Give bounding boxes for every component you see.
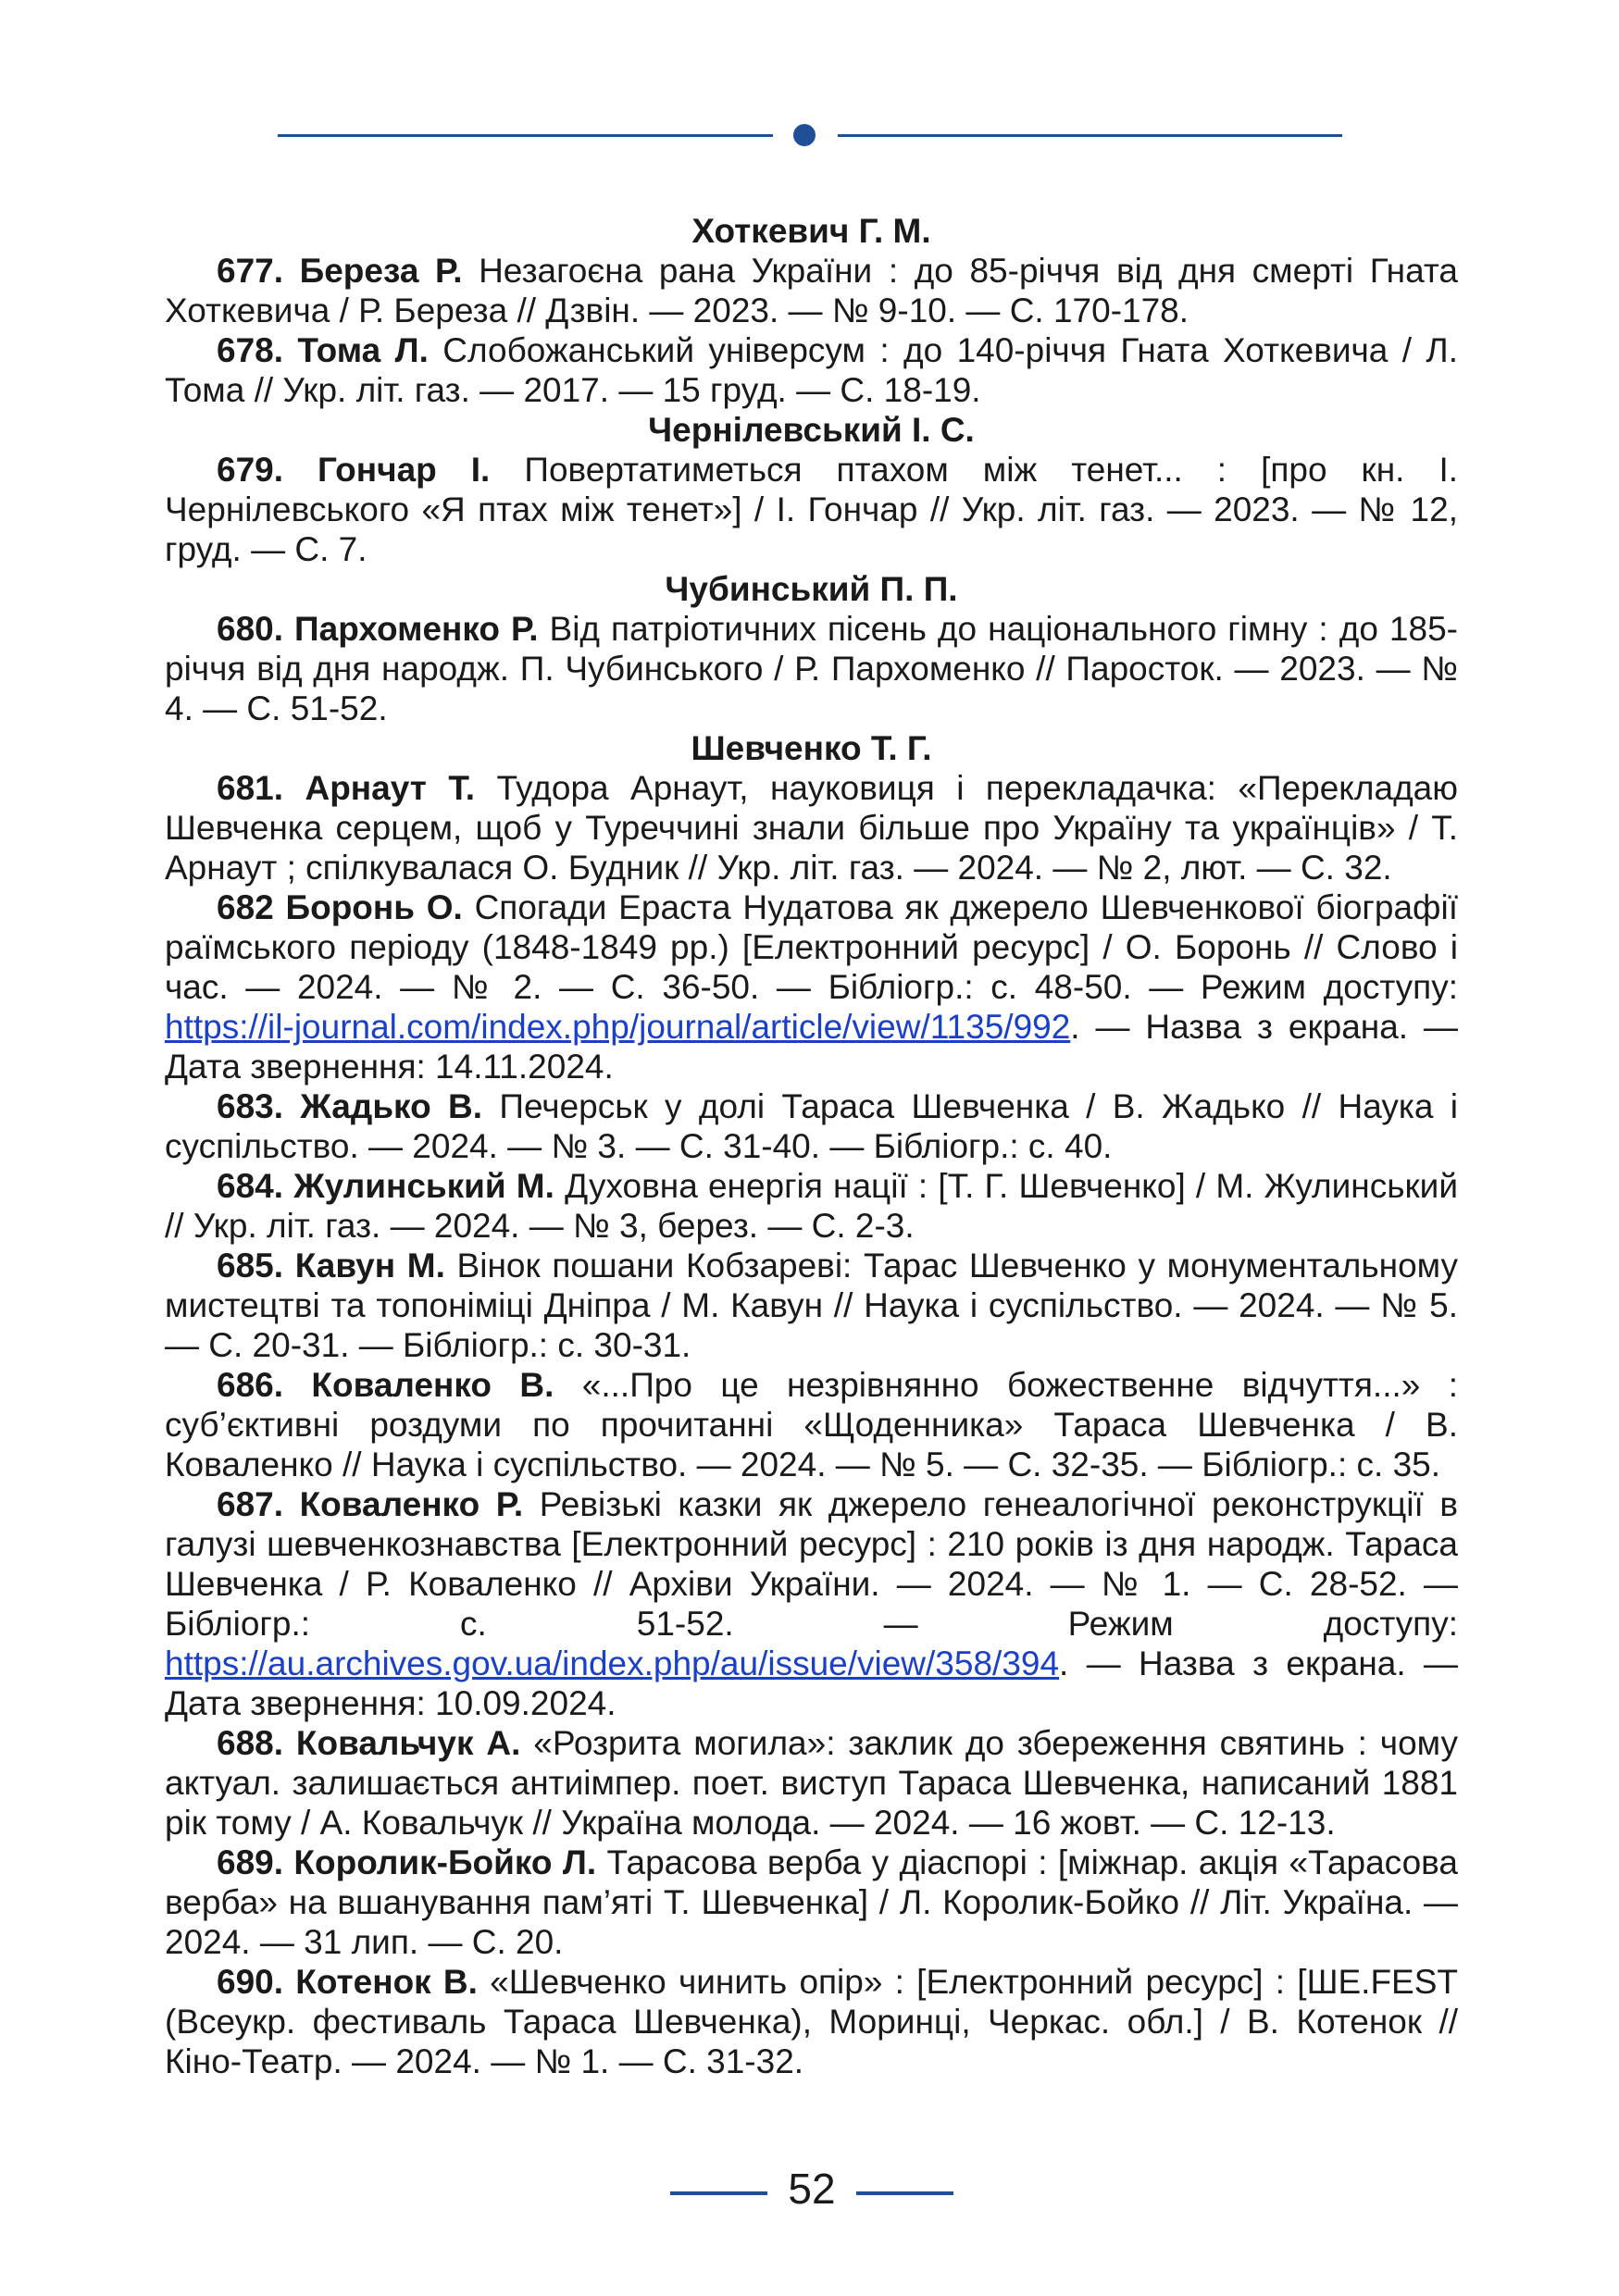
bibliography-entry xyxy=(165,330,1458,410)
entry-text: Вінок пошани Кобзареві: Тарас Шевченко у монументальному мистецтві та топоніміці Дніпра / М. Кавун // Наука і суспільство. — 2024. — № 5. — С. 20-31. — Бібліогр.: с. 30-31. xyxy=(165,1247,1459,1364)
bibliography-entry xyxy=(165,1484,1458,1723)
entry-number: 678. xyxy=(217,331,284,369)
section-heading: Чубинський П. П. xyxy=(665,570,958,608)
entry-author: Тома Л. xyxy=(297,331,429,369)
bibliography-entry xyxy=(165,1086,1458,1166)
entry-author: Кавун М. xyxy=(294,1247,445,1285)
entry-text: Тарасова верба у діаспорі : [міжнар. акція «Тарасова верба» на вшанування пам’яті Т. Шевченка] / Л. Королик-Бойко // Літ. Україна. — 2024. — 31 лип. — С. 20. xyxy=(165,1843,1458,1961)
entry-text: Від патріотичних пісень до національного гімну : до 185-річчя від дня народж. П. Чубинського / Р. Пархоменко // Паросток. — 2023. — № 4. — С. 51-52. xyxy=(165,610,1458,727)
entry-author: Королик-Бойко Л. xyxy=(293,1843,597,1881)
ornament-line-right xyxy=(838,134,1342,137)
bibliography-entry xyxy=(165,887,1458,1086)
ornament-dot xyxy=(793,124,816,146)
entry-number: 677. xyxy=(217,252,284,290)
entry-text-tail: . — Назва з екрана. — Дата звернення: 10.09.2024. xyxy=(165,1644,1458,1722)
entry-author: Коваленко В. xyxy=(311,1366,554,1404)
bibliography-entry xyxy=(165,1843,1458,1962)
entry-text: Слобожанський універсум : до 140-річчя Гната Хоткевича / Л. Тома // Укр. літ. газ. — 2017. — 15 груд. — С. 18-19. xyxy=(165,331,1458,409)
entry-author: Береза Р. xyxy=(299,252,463,290)
ornament-line-left xyxy=(278,134,773,137)
entry-author: Ковальчук А. xyxy=(295,1724,521,1762)
entry-text: Спогади Ераста Нудатова як джерело Шевченкової біографії раїмського періоду (1848-1849 рр.) [Електронний ресурс] / О. Боронь // Слово і час. — 2024. — № 2. — С. 36-50. — Бібліогр.: с. 48-50. — Режим доступу: xyxy=(165,888,1458,1006)
entry-link[interactable]: https://au.archives.gov.ua/index.php/au/issue/view/358/394 xyxy=(165,1644,1060,1682)
bibliography-entry xyxy=(165,768,1458,887)
page-number: 52 xyxy=(788,2165,836,2213)
bibliography-entry xyxy=(165,1962,1458,2081)
entry-number: 686. xyxy=(217,1366,284,1404)
entry-author: Котенок В. xyxy=(295,1963,478,2001)
entry-number: 680. xyxy=(217,610,284,648)
entry-text: Ревізькі казки як джерело генеалогічної реконструкції в галузі шевченкознавства [Електронний ресурс] : 210 років із дня народж. Тараса Шевченка / Р. Коваленко // Архіви України. — 2024. — № 1. — С. 28-52. — Бібліогр.: с. 51-52. — Режим доступу: xyxy=(165,1485,1458,1643)
entry-number: 682 xyxy=(217,888,274,926)
section-heading: Хоткевич Г. М. xyxy=(691,212,931,250)
entry-author: Боронь О. xyxy=(285,888,463,926)
bibliography-entry xyxy=(165,1166,1458,1246)
entry-text: Незагоєна рана України : до 85-річчя від дня смерті Гната Хоткевича / Р. Береза // Дзвін. — 2023. — № 9-10. — С. 170-178. xyxy=(165,252,1458,329)
entry-number: 683. xyxy=(217,1087,284,1125)
entry-text: Духовна енергія нації : [Т. Г. Шевченко] / М. Жулинський // Укр. літ. газ. — 2024. — № 3, берез. — С. 2-3. xyxy=(165,1167,1459,1245)
bibliography-entry xyxy=(165,1365,1458,1484)
section-heading: Чернілевський І. С. xyxy=(648,411,975,449)
entry-text: «Розрита могила»: заклик до збереження святинь : чому актуал. залишається антиімпер. поет. виступ Тараса Шевченка, написаний 1881 рік тому / А. Ковальчук // Україна молода. — 2024. — 16 жовт. — С. 12-13. xyxy=(165,1724,1458,1842)
entry-text: Печерськ у долі Тараса Шевченка / В. Жадько // Наука і суспільство. — 2024. — № 3. — С. 31-40. — Бібліогр.: с. 40. xyxy=(165,1087,1458,1165)
entry-author: Жулинський М. xyxy=(293,1167,554,1205)
footer-line-right xyxy=(856,2191,953,2195)
entry-text-tail: . — Назва з екрана. — Дата звернення: 14.11.2024. xyxy=(165,1008,1458,1086)
entry-text: «Шевченко чинить опір» : [Електронний ресурс] : [ШЕ.FEST (Всеукр. фестиваль Тараса Шевченка), Моринці, Черкас. обл.] / В. Котенок // Кіно-Театр. — 2024. — № 1. — С. 31-32. xyxy=(165,1963,1459,2080)
bibliography-entry xyxy=(165,1246,1458,1365)
bibliography-entry xyxy=(165,1723,1458,1843)
entry-author: Жадько В. xyxy=(300,1087,483,1125)
entry-number: 685. xyxy=(217,1247,284,1285)
entry-author: Гончар І. xyxy=(318,451,491,489)
entry-number: 689. xyxy=(217,1843,284,1881)
entry-author: Арнаут Т. xyxy=(305,769,476,807)
entry-author: Коваленко Р. xyxy=(299,1485,524,1523)
entry-number: 687. xyxy=(217,1485,284,1523)
entry-author: Пархоменко Р. xyxy=(294,610,539,648)
top-ornament xyxy=(278,121,1342,149)
page-footer xyxy=(0,2161,1619,2216)
entry-number: 679. xyxy=(217,451,284,489)
bibliography-entry xyxy=(165,450,1458,569)
bibliography-entry xyxy=(165,251,1458,330)
entry-number: 690. xyxy=(217,1963,284,2001)
bibliography-content xyxy=(165,211,1458,2081)
entry-text: Повертатиметься птахом між тенет... : [про кн. І. Чернілевського «Я птах між тенет»] / І. Гончар // Укр. літ. газ. — 2023. — № 12, груд. — С. 7. xyxy=(165,451,1459,568)
entry-text: Тудора Арнаут, науковиця і перекладачка: «Перекладаю Шевченка серцем, щоб у Туреччині знали більше про Україну та українців» / Т. Арнаут ; спілкувалася О. Будник // Укр. літ. газ. — 2024. — № 2, лют. — С. 32. xyxy=(165,769,1458,887)
entry-number: 681. xyxy=(217,769,284,807)
entry-text: «...Про це незрівнянно божественне відчуття...» : суб’єктивні роздуми по прочитанні «Щоденника» Тараса Шевченка / В. Коваленко // Наука і суспільство. — 2024. — № 5. — С. 32-35. — Бібліогр.: с. 35. xyxy=(165,1366,1458,1483)
entry-number: 688. xyxy=(217,1724,284,1762)
entry-link[interactable]: https://il-journal.com/index.php/journal/article/view/1135/992 xyxy=(165,1008,1071,1046)
section-heading: Шевченко Т. Г. xyxy=(691,729,932,767)
footer-line-left xyxy=(670,2191,767,2195)
bibliography-entry xyxy=(165,609,1458,728)
entry-number: 684. xyxy=(217,1167,284,1205)
